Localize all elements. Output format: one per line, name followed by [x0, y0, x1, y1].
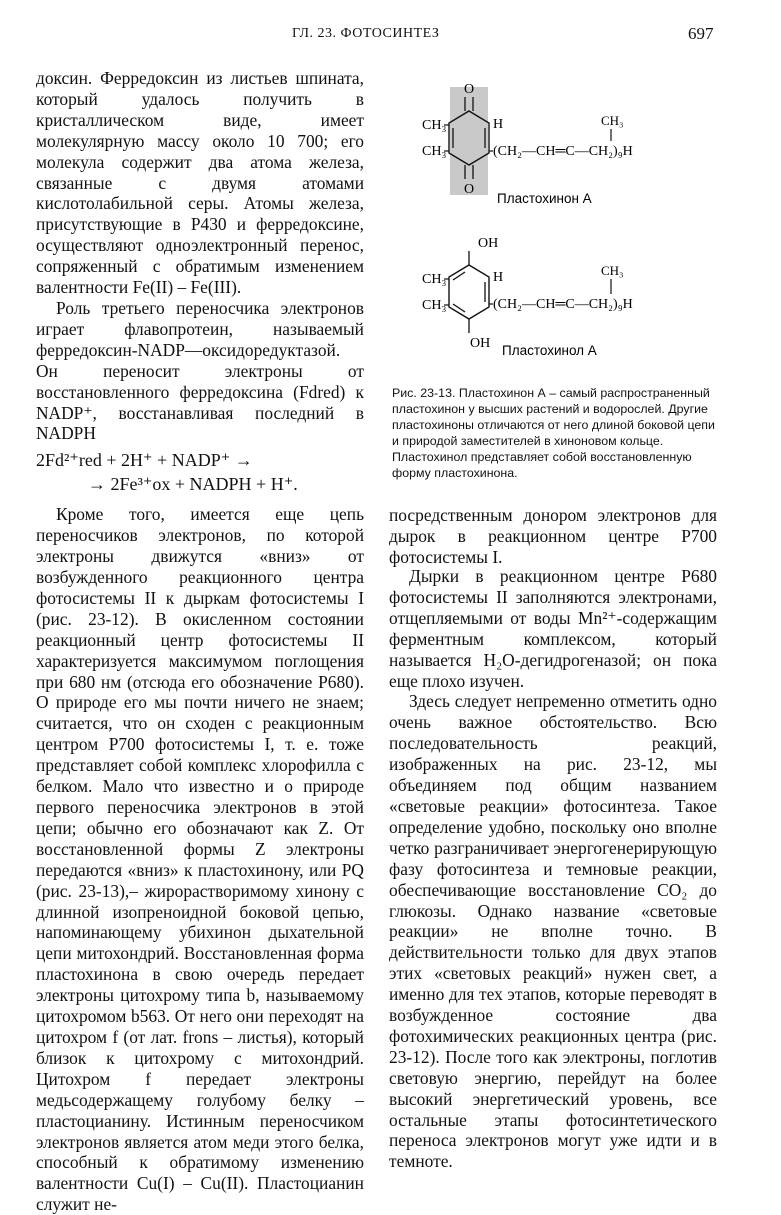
methyl-label: CH₃: [601, 263, 624, 278]
methyl-label: CH₃: [422, 144, 447, 159]
figure-caption: Рис. 23-13. Пластохинон А – самый распространенный пластохинон у высших растений и водорослей. Другие пластохиноны отличаются от него длиной боковой цепи и природой заместителей в хиноновом кольце. Пластохинол представляет собой восстановленную форму пластохинона.: [392, 386, 715, 480]
side-chain-label: (CH₂—CH═C—CH₂)₉H: [493, 144, 633, 159]
hydroxyl-label: OH: [470, 336, 491, 351]
paragraph: Кроме того, имеется еще цепь переносчиков электронов, по которой электроны движутся «вниз» от возбужденного реакционного центра фотосистемы II к дыркам фотосистемы I (рис. 23-12). В окисленном состоянии реакционный центр фотосистемы II характеризуется максимумом поглощения при 680 нм (отсюда его обозначение Р680). О природе его мы почти ничего не знаем; считается, что он сходен с реакционным центром Р700 фотосистемы I, т. е. тоже представляет собой комплекс хлорофилла с белком. Мало что известно и о природе первого переносчика электронов в этой цепи; обычно его обозначают как Z. От восстановленной формы Z электроны передаются «вниз» к пластохинону, или PQ (рис. 23-13),– жирорастворимому хинону с длинной изопреноидной боковой цепью, напоминающему убихинон дыхательной цепи митохондрий. Восстановленная форма пластохинона в свою очередь передает электроны цитохрому типа b, называемому цитохромом b563. От него они переходят на цитохром f (от лат. frons – листья), который близок к цитохрому с митохондрий. Цитохром f передает электроны медьсодержащему голубому белку – пластоцианину. Истинным переносчиком электронов является атом меди этого белка, способный к обратимому изменению валентности Cu(I) – Cu(II). Пластоцианин служит не-: [36, 504, 364, 1215]
equation-line: 2Fd²⁺red + 2H⁺ + NADP⁺ →: [36, 450, 253, 471]
right-column-top: [389, 505, 717, 568]
equation-line: → 2Fe³⁺ox + NADPH + H⁺.: [88, 474, 298, 495]
paragraph: Роль третьего переносчика электронов играет флавопротеин, называемый ферредоксин-NADP—оксидоредуктазой. Он переносит электроны от восстановленного ферредоксина (Fdred) к NADP⁺, восстанавливая последний в NADPH: [36, 297, 364, 444]
paragraph: посредственным донором электронов для дырок в реакционном центре Р700 фотосистемы I.: [389, 505, 717, 567]
highlight-shading: [450, 87, 488, 195]
oxygen-label: O: [463, 82, 475, 97]
hydrogen-label: H: [493, 117, 504, 132]
left-column: [36, 68, 364, 1215]
side-chain-label: (CH₂—CH═C—CH₂)₉H: [493, 297, 633, 312]
hydroxyl-label: OH: [478, 236, 499, 251]
page-number: 697: [688, 24, 714, 43]
methyl-label: CH₃: [601, 113, 624, 128]
methyl-label: CH₃: [422, 298, 447, 313]
paragraph: доксин. Ферредоксин из листьев шпината, который удалось получить в кристаллическом виде, имеет молекулярную массу около 10 700; его молекула содержит два атома железа, связанные с двумя атомами кислотолабильной серы. Атомы железа, присутствующие в Р430 и ферредоксине, осуществляют одноэлектронный перенос, сопряженный с обратимым изменением валентности Fe(II) – Fe(III).: [36, 68, 364, 298]
methyl-label: CH₃: [422, 272, 447, 287]
chapter-title: ГЛ. 23. ФОТОСИНТЕЗ: [292, 26, 440, 41]
methyl-label: CH₃: [422, 118, 447, 133]
page-header: [0, 26, 781, 50]
right-column: [389, 566, 717, 1172]
reaction-equation: [36, 448, 364, 496]
paragraph: Дырки в реакционном центре Р680 фотосистемы II заполняются электронами, отщепляемыми от воды Mn²⁺-содержащим ферментным комплексом, который называется H₂O-дегидрогеназой; он пока еще плохо изучен.: [389, 566, 717, 691]
hydrogen-label: H: [493, 270, 504, 285]
paragraph: Здесь следует непременно отметить одно очень важное обстоятельство. Всю последовательность реакций, изображенных на рис. 23-12, мы объединяем под общим названием «световые реакции» фотосинтеза. Такое определение удобно, поскольку оно вполне четко разграничивает энергогенерирующую фазу фотосинтеза и темновые реакции, обеспечивающие восстановление CO₂ до глюкозы. Однако название «световые реакции» не вполне точно. В действительности только для двух этапов этих «световых реакций» нужен свет, а именно для тех этапов, которые переводят в возбужденное состояние два фотохимических реакционных центра (рис. 23-12). После того как электроны, поглотив световую энергию, перейдут на более высокий энергетический уровень, все остальные этапы фотосинтетического переноса электронов могут уже идти и в темноте.: [389, 691, 717, 1172]
plastoquinol-structure: [422, 236, 633, 358]
molecule-name-plastoquinone: Пластохинон А: [497, 191, 592, 206]
molecule-name-plastoquinol: Пластохинол А: [502, 343, 597, 358]
oxygen-label: O: [463, 182, 475, 197]
plastoquinone-structure: [422, 82, 633, 206]
figure-23-13: [392, 82, 722, 380]
